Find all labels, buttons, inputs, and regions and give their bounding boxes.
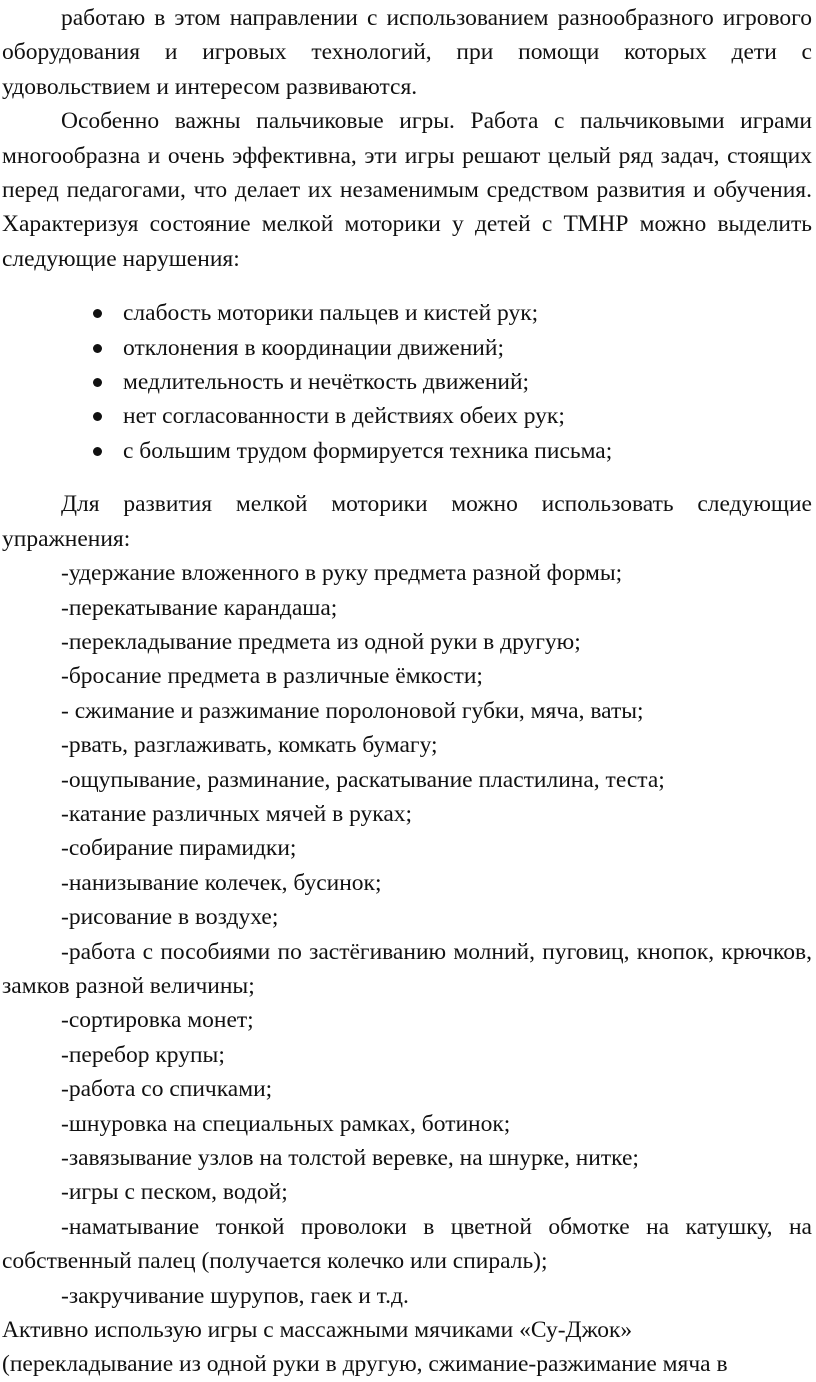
exercise-item: -шнуровка на специальных рамках, ботинок; (61, 1110, 511, 1137)
paragraph-intro: работаю в этом направлении с использованием разнообразного игрового оборудования и игровых технологий, при помощи которых дети с удовольствием и интересом развиваются. (2, 5, 812, 100)
bullet-icon (93, 309, 102, 318)
bullet-icon (93, 412, 102, 421)
disorders-list (2, 296, 812, 468)
exercise-item: -рвать, разглаживать, комкать бумагу; (61, 732, 438, 759)
exercises-list (2, 556, 812, 1313)
exercise-item: -нанизывание колечек, бусинок; (61, 869, 382, 896)
exercise-item: -перекладывание предмета из одной руки в другую; (61, 628, 581, 655)
list-item: медлительность и нечёткость движений; (2, 365, 812, 399)
exercise-item: -работа с пособиями по застёгиванию молний, пуговиц, кнопок, крючков, замков разной величины; (2, 938, 812, 999)
exercise-item: -бросание предмета в различные ёмкости; (61, 663, 483, 690)
paragraph-exercises-intro: Для развития мелкой моторики можно использовать следующие упражнения: (2, 491, 812, 552)
exercise-item: - сжимание и разжимание поролоновой губки, мяча, ваты; (61, 697, 644, 724)
paragraph-su-jok-continued: (перекладывание из одной руки в другую, сжимание-разжимание мяча в (2, 1351, 728, 1378)
bullet-icon (93, 447, 102, 456)
exercise-item: -катание различных мячей в руках; (61, 800, 413, 827)
paragraph-su-jok: Активно использую игры с массажными мячиками «Су-Джок» (2, 1317, 633, 1344)
list-item: нет согласованности в действиях обеих рук; (2, 399, 812, 433)
exercise-item: -рисование в воздухе; (61, 904, 279, 931)
exercise-item: -наматывание тонкой проволоки в цветной обмотке на катушку, на собственный палец (получается колечко или спираль); (2, 1213, 812, 1275)
exercise-item: -закручивание шурупов, гаек и т.д. (61, 1282, 409, 1309)
exercise-item: -перекатывание карандаша; (61, 594, 338, 621)
exercise-item: -сортировка монет; (61, 1007, 254, 1034)
bullet-icon (93, 344, 102, 353)
exercise-item: -удержание вложенного в руку предмета разной формы; (61, 560, 623, 587)
exercise-item: -перебор крупы; (61, 1041, 225, 1068)
paragraph-finger-games: Особенно важны пальчиковые игры. Работа с пальчиковыми играми многообразна и очень эффективна, эти игры решают целый ряд задач, стоящих перед педагогами, что делает их незаменимым средством развития и обучения. Характеризуя состояние мелкой моторики у детей с ТМНР можно выделить следующие нарушения: (2, 108, 812, 272)
exercise-item: -завязывание узлов на толстой веревке, на шнурке, нитке; (61, 1145, 639, 1171)
list-item: отклонения в координации движений; (2, 331, 812, 365)
exercise-item: -работа со спичками; (61, 1076, 273, 1103)
list-item: слабость моторики пальцев и кистей рук; (2, 296, 812, 330)
exercise-item: -игры с песком, водой; (61, 1179, 288, 1206)
exercise-item: -собирание пирамидки; (61, 835, 297, 862)
exercise-item: -ощупывание, разминание, раскатывание пластилина, теста; (61, 766, 665, 793)
list-item: с большим трудом формируется техника письма; (2, 434, 812, 468)
bullet-icon (93, 378, 102, 387)
